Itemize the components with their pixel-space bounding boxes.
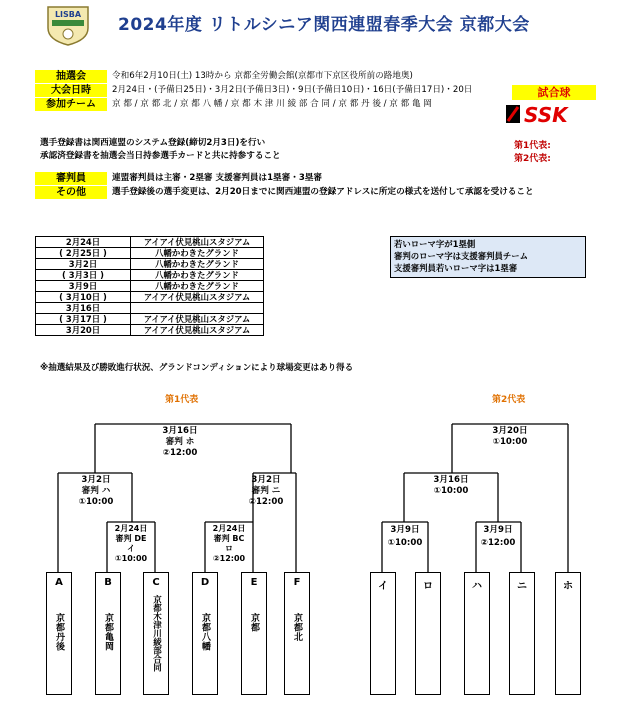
b1-final-info <box>150 426 210 459</box>
schedule-venue: アイアイ伏見桃山スタジアム <box>131 314 264 325</box>
rep2-label: 第2代表: <box>514 154 551 164</box>
match-time: ②12:00 <box>162 448 198 458</box>
match-time: ②12:00 <box>248 497 284 507</box>
schedule-date: ( 2月25日 ) <box>36 248 131 259</box>
match-date: 3月16日 <box>433 475 469 485</box>
b2-semi-info <box>421 475 481 497</box>
match-date: 3月16日 <box>162 426 198 436</box>
schedule-venue: アイアイ伏見桃山スタジアム <box>131 325 264 336</box>
team-label: ロ <box>423 581 433 592</box>
teams-label: 参加チーム <box>35 98 107 111</box>
team-label: ハ <box>472 581 482 592</box>
match-umpire: 審判 DE <box>115 534 147 543</box>
schedule-date: ( 3月17日 ) <box>36 314 131 325</box>
umpire-label: 審判員 <box>35 172 107 185</box>
schedule-date: 3月16日 <box>36 303 131 314</box>
lottery-text: 令和6年2月10日(土) 13時から 京都全労働会館(京都市下京区役所前の路地奥) <box>112 71 413 81</box>
team-box-e <box>241 572 267 695</box>
schedule-date: 3月2日 <box>36 259 131 270</box>
team-label: F <box>293 577 301 588</box>
b1-semi-right-info <box>236 475 296 508</box>
match-date: 3月9日 <box>390 525 420 535</box>
b2-r1-left-info <box>375 524 435 550</box>
schedule-venue: 八幡かわきたグランド <box>131 281 264 292</box>
match-time: ①10:00 <box>114 554 148 563</box>
team-name: 京都 <box>249 613 259 632</box>
schedule-venue: 八幡かわきたグランド <box>131 259 264 270</box>
team-label: A <box>55 577 63 588</box>
team-box-b <box>95 572 121 695</box>
team-box-ro <box>415 572 441 695</box>
page-title: 2024年度 リトルシニア関西連盟春季大会 京都大会 <box>118 15 530 35</box>
team-box-i <box>370 572 396 695</box>
team-label: B <box>104 577 112 588</box>
venue-change-note: ※抽選結果及び勝敗進行状況、グランドコンディションにより球場変更はあり得る <box>40 363 354 373</box>
match-time: ①10:00 <box>387 538 423 548</box>
team-label: イ <box>378 581 388 592</box>
match-time: ②12:00 <box>480 538 516 548</box>
rep1-label: 第1代表: <box>514 141 551 151</box>
bracket1-title: 第1代表 <box>165 395 199 405</box>
match-sub: イ <box>127 544 135 553</box>
team-label: C <box>152 577 160 588</box>
legend-line: 若いローマ字が1塁側 <box>394 239 476 249</box>
team-box-c <box>143 572 169 695</box>
ssk-text: SSK <box>524 103 568 125</box>
match-umpire: 審判 BC <box>213 534 245 543</box>
team-label: ホ <box>563 581 573 592</box>
match-time: ①10:00 <box>492 437 528 447</box>
team-box-a <box>46 572 72 695</box>
teams-text: 京 都 / 京 都 北 / 京 都 八 幡 / 京 都 木 津 川 綾 部 合 同 / 京 都 丹 後 / 京 都 亀 岡 <box>112 99 432 109</box>
team-label: D <box>200 577 210 588</box>
schedule-venue: 八幡かわきたグランド <box>131 248 264 259</box>
match-date: 3月20日 <box>492 426 528 436</box>
match-time: ①10:00 <box>78 497 114 507</box>
legend-line: 審判のローマ字は支援審判員チーム <box>394 251 528 261</box>
team-name: 京都木津川綾部合同 <box>151 595 162 672</box>
b2-r1-right-info <box>468 524 528 550</box>
bracket2-title: 第2代表 <box>492 395 526 405</box>
team-name: 京都八幡 <box>200 613 210 651</box>
schedule-date: ( 3月3日 ) <box>36 270 131 281</box>
match-umpire: 審判 ニ <box>251 486 281 496</box>
logo-text: LISBA <box>54 10 82 19</box>
schedule-venue: 八幡かわきたグランド <box>131 270 264 281</box>
b1-r1-right-info <box>201 524 257 564</box>
match-sub: ロ <box>225 544 233 553</box>
schedule-date: 3月9日 <box>36 281 131 292</box>
registration-line2: 承認済登録書を抽選会当日持参選手カードと共に持参すること <box>40 151 281 161</box>
team-box-d <box>192 572 218 695</box>
team-box-ni <box>509 572 535 695</box>
schedule-venue: アイアイ伏見桃山スタジアム <box>131 292 264 303</box>
match-time: ①10:00 <box>433 486 469 496</box>
team-box-f <box>284 572 310 695</box>
schedule-date: 3月20日 <box>36 325 131 336</box>
match-umpire: 審判 ハ <box>81 486 111 496</box>
team-name: 京都北 <box>292 613 302 642</box>
schedule-date: 2月24日 <box>36 237 131 248</box>
team-label: ニ <box>517 581 527 592</box>
b1-r1-left-info <box>103 524 159 564</box>
other-label: その他 <box>35 186 107 199</box>
team-name: 京都亀岡 <box>103 613 113 651</box>
match-umpire: 審判 ホ <box>165 437 195 447</box>
schedule-venue: アイアイ伏見桃山スタジアム <box>131 237 264 248</box>
legend-line: 支援審判員若いローマ字は1塁審 <box>394 263 518 273</box>
ball-label: 試合球 <box>512 85 596 100</box>
registration-line1: 選手登録書は関西連盟のシステム登録(締切2月3日)を行い <box>40 138 266 148</box>
dates-label: 大会日時 <box>35 84 107 97</box>
match-date: 3月2日 <box>251 475 281 485</box>
other-text: 選手登録後の選手変更は、2月20日までに関西連盟の登録アドレスに所定の様式を送付して承認を受けること <box>112 187 534 197</box>
match-date: 2月24日 <box>114 524 148 533</box>
lottery-label: 抽選会 <box>35 70 107 83</box>
team-box-ha <box>464 572 490 695</box>
b1-semi-left-info <box>66 475 126 508</box>
match-time: ②12:00 <box>212 554 246 563</box>
match-date: 2月24日 <box>212 524 246 533</box>
umpire-text: 連盟審判員は主審・2塁審 支援審判員は1塁審・3塁審 <box>112 173 322 183</box>
team-name: 京都丹後 <box>54 613 64 651</box>
team-label: E <box>250 577 258 588</box>
match-date: 3月2日 <box>81 475 111 485</box>
team-box-ho <box>555 572 581 695</box>
schedule-date: ( 3月10日 ) <box>36 292 131 303</box>
dates-text: 2月24日・(予備日25日)・3月2日(予備日3日)・9日(予備日10日)・16日(予備日17日)・20日 <box>112 85 473 95</box>
match-date: 3月9日 <box>483 525 513 535</box>
b2-final-info <box>480 426 540 448</box>
